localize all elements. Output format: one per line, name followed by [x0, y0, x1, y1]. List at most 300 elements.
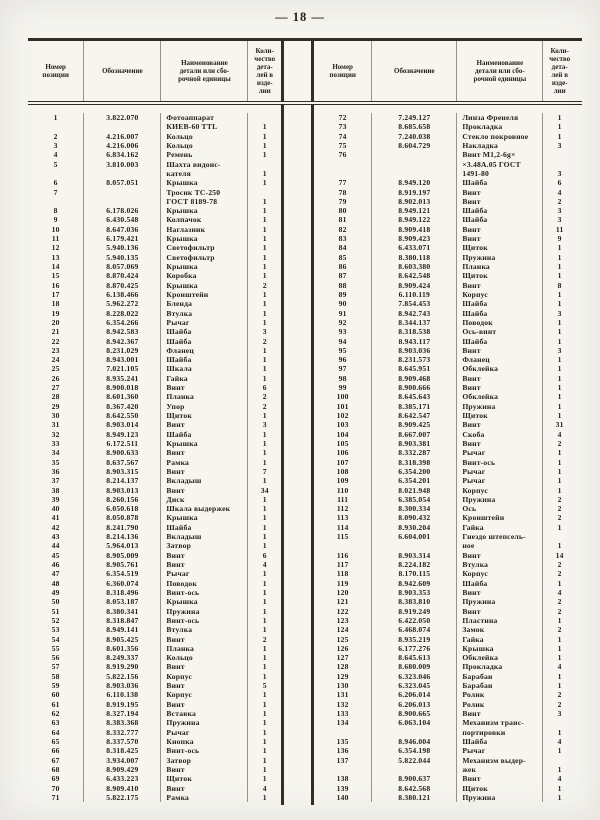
quantity-cell: 1 — [247, 541, 281, 550]
table-header-right — [311, 41, 576, 101]
position-cell: 26 — [51, 373, 60, 383]
position-cell: 103 — [336, 420, 349, 430]
table-row-line — [28, 364, 281, 373]
position-cell: 73 — [338, 122, 347, 132]
part-name-cell: Щиток — [456, 784, 542, 793]
table-row-line — [28, 607, 281, 616]
table-row-line — [314, 700, 576, 709]
position-cell: 102 — [336, 411, 349, 420]
part-name-cell: Щиток — [456, 243, 542, 252]
part-name-cell: Винт-ось — [160, 746, 247, 755]
table-row-line — [314, 411, 576, 420]
table-row-line — [314, 318, 576, 327]
quantity-cell: 1 — [542, 337, 576, 346]
designation-cell: 6.604.001 — [371, 532, 456, 541]
position-cell: 70 — [51, 783, 60, 793]
position-cell: 128 — [336, 662, 349, 672]
table-row-line — [314, 476, 576, 485]
designation-cell: 8.642.547 — [371, 411, 456, 420]
header-quantity — [247, 41, 281, 101]
part-name-cell: Пластина — [456, 616, 542, 625]
position-cell: 108 — [336, 466, 349, 476]
designation-cell: 8.214.136 — [83, 532, 160, 541]
header-designation-line: Обозначение — [102, 67, 143, 75]
part-name-cell: Щиток — [160, 411, 247, 420]
quantity-cell: 1 — [542, 392, 576, 401]
position-cell: 15 — [51, 271, 60, 281]
quantity-cell: 1 — [247, 197, 281, 206]
designation-cell: 8.332.777 — [83, 728, 160, 737]
quantity-cell — [247, 113, 281, 122]
designation-cell — [371, 728, 456, 737]
designation-cell: 8.930.204 — [371, 523, 456, 532]
designation-cell: 8.318.496 — [83, 588, 160, 597]
quantity-cell: 2 — [542, 495, 576, 504]
quantity-cell: 1 — [247, 495, 281, 504]
quantity-cell: 2 — [247, 392, 281, 401]
header-position-line: позиции — [42, 71, 69, 79]
designation-cell: 8.231.573 — [371, 355, 456, 364]
designation-cell: 8.903.014 — [83, 420, 160, 429]
designation-cell: 6.433.071 — [371, 243, 456, 252]
quantity-cell: 1 — [247, 476, 281, 485]
designation-cell: 8.903.013 — [83, 486, 160, 495]
designation-cell: 8.902.013 — [371, 197, 456, 206]
table-row-line — [28, 784, 281, 793]
table-row-line — [28, 225, 281, 234]
quantity-cell: 1 — [542, 746, 576, 755]
quantity-cell: 3 — [542, 346, 576, 355]
designation-cell — [371, 541, 456, 550]
quantity-cell: 1 — [247, 746, 281, 755]
designation-cell — [83, 122, 160, 131]
designation-cell — [83, 197, 160, 206]
position-cell: 22 — [51, 336, 60, 346]
part-name-cell: Шайба — [456, 737, 542, 746]
quantity-cell: 1 — [542, 243, 576, 252]
designation-cell: 8.900.666 — [371, 383, 456, 392]
designation-cell: 6.178.026 — [83, 206, 160, 215]
part-name-cell: Щиток — [456, 411, 542, 420]
quantity-cell: 1 — [542, 541, 576, 550]
quantity-cell — [247, 188, 281, 197]
table-row-line — [28, 690, 281, 699]
quantity-cell: 1 — [542, 458, 576, 467]
designation-cell: 5.940.136 — [83, 243, 160, 252]
designation-cell: 8.344.137 — [371, 318, 456, 327]
quantity-cell: 3 — [542, 169, 576, 178]
table-row-line — [28, 551, 281, 560]
position-cell: 121 — [336, 597, 349, 607]
part-name-cell: Втулка — [456, 560, 542, 569]
header-designation-line: Обозначение — [394, 67, 435, 75]
quantity-cell: 1 — [247, 243, 281, 252]
position-cell: 82 — [338, 224, 347, 234]
position-cell: 88 — [338, 280, 347, 290]
position-cell: 23 — [51, 345, 60, 355]
quantity-cell: 3 — [542, 206, 576, 215]
part-name-cell: Рычаг — [456, 448, 542, 457]
part-name-cell: Крышка — [160, 178, 247, 187]
designation-cell: 8.949.123 — [83, 430, 160, 439]
part-name-cell: Щиток — [456, 271, 542, 280]
part-name-cell: Корпус — [160, 690, 247, 699]
quantity-cell: 2 — [542, 569, 576, 578]
table-row-line — [28, 486, 281, 495]
quantity-cell — [542, 150, 576, 159]
quantity-cell: 1 — [247, 439, 281, 448]
part-name-cell: Винт — [456, 188, 542, 197]
quantity-cell: 1 — [247, 411, 281, 420]
position-cell: 44 — [51, 541, 60, 551]
part-name-cell: Кронштейн — [456, 513, 542, 522]
part-name-cell: Шайба — [456, 299, 542, 308]
part-name-cell: Рычаг — [160, 318, 247, 327]
position-cell: 86 — [338, 262, 347, 271]
table-row-line — [28, 532, 281, 541]
quantity-cell: 6 — [247, 551, 281, 560]
position-cell — [28, 169, 83, 178]
table-row-line — [28, 718, 281, 727]
position-cell: 18 — [51, 299, 60, 309]
designation-cell: 8.903.315 — [83, 467, 160, 476]
position-cell: 17 — [51, 289, 60, 299]
quantity-cell: 1 — [247, 169, 281, 178]
designation-cell: 6.206.013 — [371, 700, 456, 709]
quantity-cell: 1 — [247, 644, 281, 653]
header-designation — [83, 41, 160, 101]
designation-cell: 8.905.761 — [83, 560, 160, 569]
table-body-left — [28, 105, 284, 805]
designation-cell: 8.300.334 — [371, 504, 456, 513]
part-name-cell: Крышка — [160, 597, 247, 606]
quantity-cell: 2 — [542, 504, 576, 513]
quantity-cell: 1 — [542, 616, 576, 625]
center-divider-gap — [284, 105, 311, 805]
designation-cell: 6.172.511 — [83, 439, 160, 448]
position-cell: 113 — [336, 513, 349, 523]
part-name-cell: Винт — [456, 197, 542, 206]
quantity-cell: 6 — [247, 383, 281, 392]
table-row-line — [314, 122, 576, 131]
table-row-line — [314, 541, 576, 550]
quantity-cell: 1 — [247, 532, 281, 541]
designation-cell: 8.380.121 — [371, 793, 456, 802]
table-row-line — [28, 737, 281, 746]
position-cell: 75 — [338, 140, 347, 150]
designation-cell: 8.949.121 — [371, 206, 456, 215]
quantity-cell: 1 — [247, 737, 281, 746]
quantity-cell: 2 — [542, 513, 576, 522]
position-cell — [314, 728, 371, 737]
designation-cell: 8.021.948 — [371, 486, 456, 495]
part-name-cell: Колпачок — [160, 215, 247, 224]
part-name-cell: Рычаг — [456, 467, 542, 476]
designation-cell: 8.385.171 — [371, 402, 456, 411]
part-name-cell: Диск — [160, 495, 247, 504]
designation-cell: 6.110.119 — [371, 290, 456, 299]
quantity-cell: 4 — [542, 430, 576, 439]
quantity-cell: 2 — [542, 197, 576, 206]
part-name-cell: Рычаг — [456, 746, 542, 755]
position-cell: 21 — [51, 327, 60, 337]
position-cell: 63 — [51, 718, 60, 728]
position-cell: 32 — [51, 429, 60, 439]
table-row-line — [28, 132, 281, 141]
position-cell: 9 — [53, 215, 58, 225]
designation-cell: 6.063.104 — [371, 718, 456, 727]
part-name-cell: Крышка — [160, 281, 247, 290]
designation-cell: 6.354.201 — [371, 476, 456, 485]
part-name-cell: Винт — [456, 551, 542, 560]
part-name-cell: Поводок — [160, 579, 247, 588]
position-cell: 27 — [51, 383, 60, 393]
position-cell: 94 — [338, 336, 347, 346]
quantity-cell: 1 — [542, 681, 576, 690]
position-cell: 98 — [338, 373, 347, 383]
quantity-cell: 4 — [542, 774, 576, 783]
table-row-line — [28, 383, 281, 392]
table-row-line — [314, 271, 576, 280]
position-cell: 25 — [51, 364, 60, 374]
table-row-line — [314, 681, 576, 690]
part-name-cell: Шайба — [160, 355, 247, 364]
position-cell: 65 — [51, 736, 60, 746]
part-name-cell: Втулка — [160, 309, 247, 318]
position-cell: 127 — [336, 653, 349, 663]
position-cell: 76 — [338, 150, 347, 160]
part-name-cell: Пружина — [456, 597, 542, 606]
position-cell: 110 — [336, 485, 349, 495]
quantity-cell: 1 — [542, 579, 576, 588]
designation-cell: 8.642.550 — [83, 411, 160, 420]
quantity-cell: 2 — [542, 690, 576, 699]
quantity-cell: 3 — [247, 420, 281, 429]
position-cell: 60 — [51, 690, 60, 700]
designation-cell: 6.422.050 — [371, 616, 456, 625]
quantity-cell: 1 — [542, 765, 576, 774]
part-name-cell: Винт — [456, 709, 542, 718]
quantity-cell: 9 — [542, 234, 576, 243]
part-name-cell: Шайба — [160, 327, 247, 336]
quantity-cell: 1 — [542, 364, 576, 373]
part-name-cell: Коробка — [160, 271, 247, 280]
table-row-line — [28, 150, 281, 159]
table-row-line — [314, 467, 576, 476]
designation-cell: 8.942.609 — [371, 579, 456, 588]
position-cell: 7 — [53, 187, 58, 197]
table-row-line — [314, 513, 576, 522]
designation-cell: 8.603.380 — [371, 262, 456, 271]
position-cell: 69 — [51, 774, 60, 784]
quantity-cell: 7 — [247, 467, 281, 476]
quantity-cell: 4 — [542, 188, 576, 197]
designation-cell: 8.241.790 — [83, 523, 160, 532]
quantity-cell: 1 — [247, 262, 281, 271]
part-name-cell: Рычаг — [160, 728, 247, 737]
part-name-cell: Шкала — [160, 364, 247, 373]
designation-cell: 8.870.424 — [83, 271, 160, 280]
position-cell: 1 — [53, 113, 58, 122]
table-row-line — [314, 327, 576, 336]
part-name-cell: ное — [456, 541, 542, 550]
position-cell: 100 — [336, 392, 349, 402]
position-cell: 52 — [51, 615, 60, 625]
table-row-line — [28, 206, 281, 215]
part-name-cell: Винт — [456, 774, 542, 783]
quantity-cell: 3 — [542, 215, 576, 224]
table-row-line — [28, 318, 281, 327]
part-name-cell: Рамка — [160, 458, 247, 467]
designation-cell: 8.642.548 — [371, 271, 456, 280]
table-row-line — [28, 430, 281, 439]
part-name-cell: Упор — [160, 402, 247, 411]
quantity-cell: 1 — [247, 225, 281, 234]
quantity-cell: 1 — [542, 644, 576, 653]
quantity-cell — [542, 160, 576, 169]
part-name-cell: Шайба — [456, 309, 542, 318]
quantity-cell: 2 — [542, 607, 576, 616]
part-name-cell: Винт — [456, 439, 542, 448]
part-name-cell: Винт — [456, 588, 542, 597]
table-row-line — [28, 588, 281, 597]
table-row-line — [28, 374, 281, 383]
designation-cell: 5.940.135 — [83, 253, 160, 262]
designation-cell: 8.935.241 — [83, 374, 160, 383]
part-name-cell: ×3.48А.05 ГОСТ — [456, 160, 542, 169]
parts-table — [28, 38, 582, 805]
designation-cell: 6.834.162 — [83, 150, 160, 159]
header-part-name — [456, 41, 542, 101]
position-cell: 57 — [51, 662, 60, 672]
quantity-cell: 1 — [247, 141, 281, 150]
part-name-cell: Барабан — [456, 672, 542, 681]
position-cell: 12 — [51, 243, 60, 253]
part-name-cell: ГОСТ 8189-78 — [160, 197, 247, 206]
designation-cell — [371, 169, 456, 178]
part-name-cell: Тросик ТС-250 — [160, 188, 247, 197]
quantity-cell: 1 — [247, 700, 281, 709]
part-name-cell: Крышка — [160, 206, 247, 215]
quantity-cell: 1 — [542, 262, 576, 271]
designation-cell: 6.110.138 — [83, 690, 160, 699]
quantity-cell: 1 — [247, 430, 281, 439]
position-cell: 62 — [51, 709, 60, 718]
part-name-cell: Винт — [456, 225, 542, 234]
part-name-cell: Пружина — [456, 402, 542, 411]
part-name-cell: Винт — [160, 448, 247, 457]
position-cell: 97 — [338, 364, 347, 374]
table-row-line — [28, 495, 281, 504]
position-cell — [314, 765, 371, 774]
designation-cell: 8.919.197 — [371, 188, 456, 197]
quantity-cell: 5 — [247, 681, 281, 690]
header-quantity-line: лии — [258, 87, 271, 95]
quantity-cell: 1 — [247, 215, 281, 224]
part-name-cell: Корпус — [160, 672, 247, 681]
position-cell: 139 — [336, 783, 349, 793]
table-row-line — [314, 784, 576, 793]
quantity-cell: 1 — [247, 579, 281, 588]
header-quantity — [542, 41, 576, 101]
position-cell: 112 — [336, 504, 349, 514]
position-cell: 46 — [51, 560, 60, 569]
position-cell: 107 — [336, 457, 349, 467]
quantity-cell: 2 — [542, 560, 576, 569]
part-name-cell: Ремень — [160, 150, 247, 159]
position-cell: 67 — [51, 755, 60, 765]
designation-cell: 5.964.013 — [83, 541, 160, 550]
quantity-cell: 1 — [542, 122, 576, 131]
part-name-cell: Кольцо — [160, 141, 247, 150]
part-name-cell: Шайба — [160, 523, 247, 532]
position-cell: 14 — [51, 262, 60, 271]
position-cell: 131 — [336, 690, 349, 700]
position-cell: 138 — [336, 774, 349, 784]
part-name-cell: Пружина — [160, 607, 247, 616]
designation-cell: 8.318.425 — [83, 746, 160, 755]
designation-cell: 7.854.453 — [371, 299, 456, 308]
quantity-cell: 1 — [542, 355, 576, 364]
header-position-line: Номер — [332, 63, 353, 71]
part-name-cell: Рычаг — [160, 569, 247, 578]
part-name-cell: Рамка — [160, 793, 247, 802]
part-name-cell: Обклейка — [456, 364, 542, 373]
designation-cell: 8.900.637 — [371, 774, 456, 783]
part-name-cell: Винт — [160, 467, 247, 476]
designation-cell: 8.260.156 — [83, 495, 160, 504]
table-row-line — [28, 672, 281, 681]
designation-cell: 5.822.175 — [83, 793, 160, 802]
quantity-cell: 1 — [247, 364, 281, 373]
table-row-line — [314, 197, 576, 206]
part-name-cell: кателя — [160, 169, 247, 178]
designation-cell: 8.942.367 — [83, 337, 160, 346]
position-cell: 92 — [338, 317, 347, 327]
designation-cell: 8.642.568 — [371, 784, 456, 793]
position-cell: 19 — [51, 308, 60, 318]
part-name-cell: Механизм транс- — [456, 718, 542, 727]
designation-cell: 8.943.001 — [83, 355, 160, 364]
position-cell: 59 — [51, 681, 60, 691]
table-row-line — [314, 383, 576, 392]
part-name-cell: Ролик — [456, 690, 542, 699]
quantity-cell: 4 — [247, 784, 281, 793]
designation-cell: 8.318.538 — [371, 327, 456, 336]
quantity-cell: 1 — [247, 672, 281, 681]
part-name-cell: Корпус — [456, 290, 542, 299]
header-part-name-line: детали или сбо- — [475, 67, 525, 75]
position-cell: 116 — [336, 550, 349, 560]
table-row-line — [314, 607, 576, 616]
position-cell: 120 — [336, 587, 349, 597]
header-quantity-line: лей в — [256, 71, 274, 79]
table-row-line — [28, 569, 281, 578]
position-cell: 37 — [51, 476, 60, 486]
position-cell: 13 — [51, 252, 60, 262]
table-row-line — [314, 374, 576, 383]
designation-cell: 6.138.466 — [83, 290, 160, 299]
position-cell: 84 — [338, 243, 347, 253]
designation-cell: 6.354.198 — [371, 746, 456, 755]
position-cell — [314, 541, 371, 550]
position-cell: 78 — [338, 187, 347, 197]
page-number: — 18 — — [275, 10, 325, 24]
quantity-cell: 1 — [247, 523, 281, 532]
table-row-line — [314, 430, 576, 439]
position-cell: 54 — [51, 634, 60, 644]
table-row-line — [314, 569, 576, 578]
